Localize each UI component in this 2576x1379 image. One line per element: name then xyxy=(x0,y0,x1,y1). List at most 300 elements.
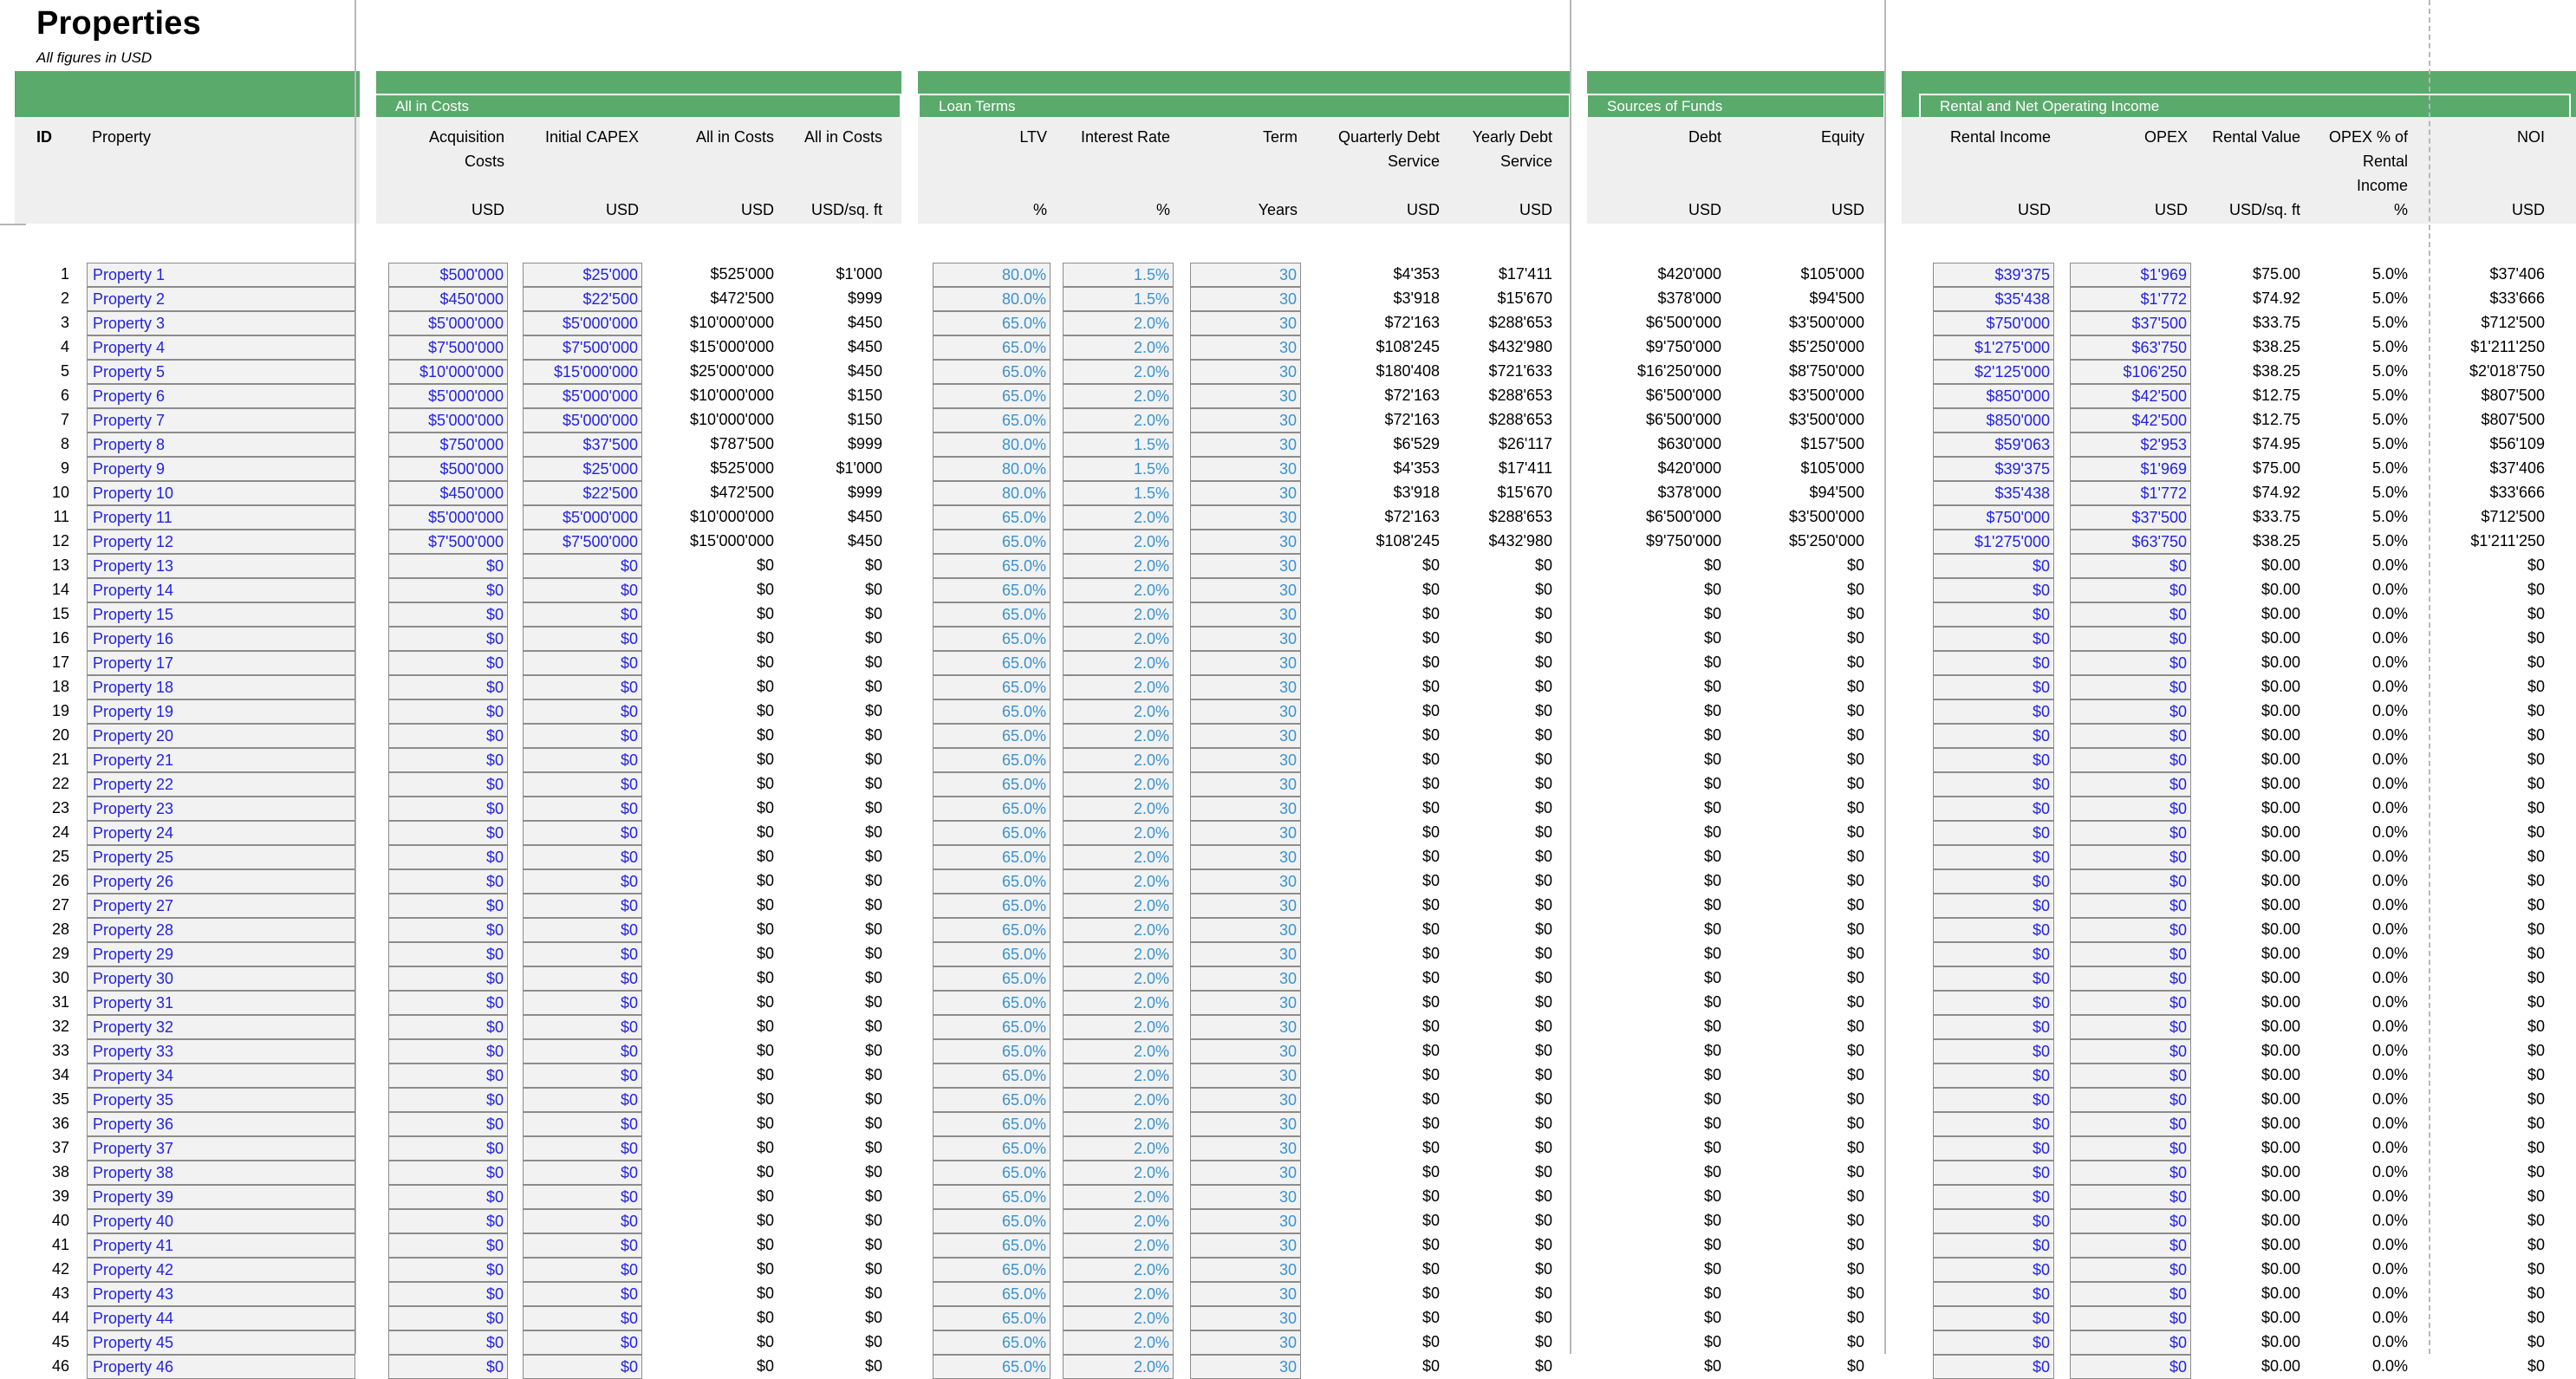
cell-term[interactable]: 30 xyxy=(1190,821,1301,845)
cell-rent[interactable]: $0 xyxy=(1933,699,2054,724)
cell-rent[interactable]: $0 xyxy=(1933,1064,2054,1088)
cell-ltv[interactable]: 80.0% xyxy=(933,263,1051,287)
cell-term[interactable]: 30 xyxy=(1190,311,1301,335)
cell-term[interactable]: 30 xyxy=(1190,797,1301,821)
cell-property[interactable]: Property 11 xyxy=(87,505,355,530)
cell-term[interactable]: 30 xyxy=(1190,748,1301,772)
cell-acq[interactable]: $0 xyxy=(388,1306,508,1330)
cell-rent[interactable]: $850'000 xyxy=(1933,408,2054,433)
cell-acq[interactable]: $0 xyxy=(388,1233,508,1258)
cell-ltv[interactable]: 65.0% xyxy=(933,627,1051,651)
cell-acq[interactable]: $7'500'000 xyxy=(388,530,508,554)
cell-capex[interactable]: $0 xyxy=(523,1088,642,1112)
cell-rent[interactable]: $0 xyxy=(1933,602,2054,627)
cell-ltv[interactable]: 65.0% xyxy=(933,1330,1051,1355)
cell-rent[interactable]: $0 xyxy=(1933,675,2054,699)
cell-acq[interactable]: $0 xyxy=(388,1136,508,1161)
cell-rate[interactable]: 2.0% xyxy=(1063,1064,1174,1088)
cell-rent[interactable]: $39'375 xyxy=(1933,263,2054,287)
cell-opex[interactable]: $0 xyxy=(2070,602,2191,627)
cell-acq[interactable]: $450'000 xyxy=(388,287,508,311)
cell-opex[interactable]: $63'750 xyxy=(2070,335,2191,360)
cell-capex[interactable]: $0 xyxy=(523,1209,642,1233)
cell-acq[interactable]: $0 xyxy=(388,942,508,966)
cell-rent[interactable]: $0 xyxy=(1933,918,2054,942)
cell-opex[interactable]: $0 xyxy=(2070,724,2191,748)
cell-ltv[interactable]: 65.0% xyxy=(933,1015,1051,1039)
cell-ltv[interactable]: 65.0% xyxy=(933,602,1051,627)
cell-capex[interactable]: $0 xyxy=(523,724,642,748)
cell-acq[interactable]: $0 xyxy=(388,1355,508,1379)
cell-rent[interactable]: $0 xyxy=(1933,1185,2054,1209)
cell-capex[interactable]: $5'000'000 xyxy=(523,505,642,530)
cell-acq[interactable]: $0 xyxy=(388,699,508,724)
cell-capex[interactable]: $0 xyxy=(523,554,642,578)
cell-property[interactable]: Property 18 xyxy=(87,675,355,699)
cell-opex[interactable]: $37'500 xyxy=(2070,505,2191,530)
cell-acq[interactable]: $0 xyxy=(388,894,508,918)
cell-capex[interactable]: $0 xyxy=(523,651,642,675)
cell-rate[interactable]: 2.0% xyxy=(1063,942,1174,966)
cell-term[interactable]: 30 xyxy=(1190,942,1301,966)
cell-property[interactable]: Property 15 xyxy=(87,602,355,627)
cell-capex[interactable]: $0 xyxy=(523,1064,642,1088)
cell-property[interactable]: Property 17 xyxy=(87,651,355,675)
cell-ltv[interactable]: 65.0% xyxy=(933,651,1051,675)
cell-acq[interactable]: $0 xyxy=(388,797,508,821)
cell-acq[interactable]: $0 xyxy=(388,869,508,894)
cell-rate[interactable]: 2.0% xyxy=(1063,869,1174,894)
cell-rate[interactable]: 2.0% xyxy=(1063,384,1174,408)
cell-capex[interactable]: $0 xyxy=(523,578,642,602)
cell-capex[interactable]: $0 xyxy=(523,1282,642,1306)
cell-term[interactable]: 30 xyxy=(1190,1039,1301,1064)
cell-property[interactable]: Property 9 xyxy=(87,457,355,481)
cell-property[interactable]: Property 4 xyxy=(87,335,355,360)
cell-rent[interactable]: $39'375 xyxy=(1933,457,2054,481)
cell-term[interactable]: 30 xyxy=(1190,263,1301,287)
cell-term[interactable]: 30 xyxy=(1190,505,1301,530)
cell-rate[interactable]: 2.0% xyxy=(1063,578,1174,602)
cell-acq[interactable]: $450'000 xyxy=(388,481,508,505)
cell-term[interactable]: 30 xyxy=(1190,675,1301,699)
cell-rent[interactable]: $0 xyxy=(1933,1330,2054,1355)
cell-rate[interactable]: 2.0% xyxy=(1063,797,1174,821)
cell-capex[interactable]: $37'500 xyxy=(523,433,642,457)
cell-capex[interactable]: $0 xyxy=(523,1258,642,1282)
cell-ltv[interactable]: 65.0% xyxy=(933,408,1051,433)
cell-rate[interactable]: 2.0% xyxy=(1063,1112,1174,1136)
cell-rent[interactable]: $0 xyxy=(1933,1355,2054,1379)
cell-capex[interactable]: $0 xyxy=(523,675,642,699)
cell-property[interactable]: Property 24 xyxy=(87,821,355,845)
cell-acq[interactable]: $750'000 xyxy=(388,433,508,457)
cell-rent[interactable]: $59'063 xyxy=(1933,433,2054,457)
cell-rate[interactable]: 2.0% xyxy=(1063,1161,1174,1185)
cell-opex[interactable]: $0 xyxy=(2070,1136,2191,1161)
cell-property[interactable]: Property 28 xyxy=(87,918,355,942)
cell-rate[interactable]: 2.0% xyxy=(1063,748,1174,772)
cell-ltv[interactable]: 65.0% xyxy=(933,845,1051,869)
cell-acq[interactable]: $0 xyxy=(388,1330,508,1355)
cell-acq[interactable]: $0 xyxy=(388,1064,508,1088)
cell-property[interactable]: Property 7 xyxy=(87,408,355,433)
cell-capex[interactable]: $0 xyxy=(523,991,642,1015)
cell-rent[interactable]: $0 xyxy=(1933,1209,2054,1233)
cell-property[interactable]: Property 45 xyxy=(87,1330,355,1355)
cell-rent[interactable]: $0 xyxy=(1933,942,2054,966)
cell-capex[interactable]: $0 xyxy=(523,869,642,894)
cell-capex[interactable]: $0 xyxy=(523,797,642,821)
cell-opex[interactable]: $0 xyxy=(2070,1185,2191,1209)
cell-term[interactable]: 30 xyxy=(1190,578,1301,602)
cell-acq[interactable]: $0 xyxy=(388,651,508,675)
cell-rate[interactable]: 2.0% xyxy=(1063,966,1174,991)
cell-rate[interactable]: 2.0% xyxy=(1063,675,1174,699)
cell-term[interactable]: 30 xyxy=(1190,1355,1301,1379)
cell-capex[interactable]: $0 xyxy=(523,699,642,724)
cell-rate[interactable]: 2.0% xyxy=(1063,360,1174,384)
cell-rent[interactable]: $0 xyxy=(1933,894,2054,918)
cell-property[interactable]: Property 20 xyxy=(87,724,355,748)
cell-rent[interactable]: $0 xyxy=(1933,821,2054,845)
cell-opex[interactable]: $0 xyxy=(2070,869,2191,894)
cell-capex[interactable]: $0 xyxy=(523,1039,642,1064)
cell-opex[interactable]: $0 xyxy=(2070,1330,2191,1355)
cell-opex[interactable]: $37'500 xyxy=(2070,311,2191,335)
cell-term[interactable]: 30 xyxy=(1190,1306,1301,1330)
cell-rent[interactable]: $850'000 xyxy=(1933,384,2054,408)
cell-rate[interactable]: 2.0% xyxy=(1063,505,1174,530)
cell-capex[interactable]: $0 xyxy=(523,1136,642,1161)
cell-rent[interactable]: $0 xyxy=(1933,1112,2054,1136)
cell-acq[interactable]: $0 xyxy=(388,1161,508,1185)
cell-rate[interactable]: 2.0% xyxy=(1063,554,1174,578)
cell-rent[interactable]: $0 xyxy=(1933,772,2054,797)
cell-opex[interactable]: $0 xyxy=(2070,675,2191,699)
cell-rate[interactable]: 1.5% xyxy=(1063,481,1174,505)
cell-rent[interactable]: $0 xyxy=(1933,797,2054,821)
cell-property[interactable]: Property 1 xyxy=(87,263,355,287)
cell-property[interactable]: Property 3 xyxy=(87,311,355,335)
cell-opex[interactable]: $0 xyxy=(2070,699,2191,724)
cell-capex[interactable]: $0 xyxy=(523,845,642,869)
cell-term[interactable]: 30 xyxy=(1190,724,1301,748)
cell-acq[interactable]: $5'000'000 xyxy=(388,408,508,433)
cell-acq[interactable]: $0 xyxy=(388,602,508,627)
cell-capex[interactable]: $0 xyxy=(523,1306,642,1330)
cell-property[interactable]: Property 25 xyxy=(87,845,355,869)
cell-rate[interactable]: 2.0% xyxy=(1063,1088,1174,1112)
cell-property[interactable]: Property 14 xyxy=(87,578,355,602)
cell-capex[interactable]: $7'500'000 xyxy=(523,335,642,360)
cell-ltv[interactable]: 65.0% xyxy=(933,1282,1051,1306)
cell-property[interactable]: Property 34 xyxy=(87,1064,355,1088)
cell-rate[interactable]: 2.0% xyxy=(1063,699,1174,724)
cell-opex[interactable]: $0 xyxy=(2070,578,2191,602)
cell-acq[interactable]: $0 xyxy=(388,1258,508,1282)
cell-term[interactable]: 30 xyxy=(1190,1088,1301,1112)
cell-ltv[interactable]: 65.0% xyxy=(933,991,1051,1015)
cell-capex[interactable]: $5'000'000 xyxy=(523,408,642,433)
cell-term[interactable]: 30 xyxy=(1190,1282,1301,1306)
cell-property[interactable]: Property 41 xyxy=(87,1233,355,1258)
cell-term[interactable]: 30 xyxy=(1190,384,1301,408)
cell-rate[interactable]: 2.0% xyxy=(1063,1330,1174,1355)
cell-property[interactable]: Property 40 xyxy=(87,1209,355,1233)
cell-term[interactable]: 30 xyxy=(1190,360,1301,384)
cell-opex[interactable]: $0 xyxy=(2070,1088,2191,1112)
cell-acq[interactable]: $0 xyxy=(388,918,508,942)
cell-opex[interactable]: $0 xyxy=(2070,1064,2191,1088)
cell-capex[interactable]: $0 xyxy=(523,1161,642,1185)
cell-property[interactable]: Property 46 xyxy=(87,1355,355,1379)
cell-opex[interactable]: $1'772 xyxy=(2070,287,2191,311)
cell-opex[interactable]: $2'953 xyxy=(2070,433,2191,457)
cell-term[interactable]: 30 xyxy=(1190,966,1301,991)
cell-ltv[interactable]: 80.0% xyxy=(933,287,1051,311)
cell-ltv[interactable]: 65.0% xyxy=(933,1161,1051,1185)
cell-rent[interactable]: $1'275'000 xyxy=(1933,530,2054,554)
cell-rent[interactable]: $0 xyxy=(1933,1282,2054,1306)
cell-opex[interactable]: $106'250 xyxy=(2070,360,2191,384)
cell-acq[interactable]: $7'500'000 xyxy=(388,335,508,360)
cell-term[interactable]: 30 xyxy=(1190,335,1301,360)
cell-ltv[interactable]: 65.0% xyxy=(933,1088,1051,1112)
cell-property[interactable]: Property 36 xyxy=(87,1112,355,1136)
cell-term[interactable]: 30 xyxy=(1190,457,1301,481)
cell-opex[interactable]: $0 xyxy=(2070,942,2191,966)
cell-opex[interactable]: $0 xyxy=(2070,772,2191,797)
cell-opex[interactable]: $0 xyxy=(2070,1209,2191,1233)
cell-rate[interactable]: 2.0% xyxy=(1063,845,1174,869)
cell-property[interactable]: Property 29 xyxy=(87,942,355,966)
cell-ltv[interactable]: 65.0% xyxy=(933,1039,1051,1064)
cell-capex[interactable]: $0 xyxy=(523,1112,642,1136)
cell-capex[interactable]: $5'000'000 xyxy=(523,311,642,335)
cell-term[interactable]: 30 xyxy=(1190,554,1301,578)
cell-rent[interactable]: $750'000 xyxy=(1933,311,2054,335)
cell-ltv[interactable]: 65.0% xyxy=(933,748,1051,772)
cell-term[interactable]: 30 xyxy=(1190,1209,1301,1233)
cell-acq[interactable]: $0 xyxy=(388,1112,508,1136)
cell-term[interactable]: 30 xyxy=(1190,894,1301,918)
cell-acq[interactable]: $0 xyxy=(388,1088,508,1112)
cell-opex[interactable]: $0 xyxy=(2070,821,2191,845)
cell-term[interactable]: 30 xyxy=(1190,433,1301,457)
cell-property[interactable]: Property 27 xyxy=(87,894,355,918)
cell-rate[interactable]: 1.5% xyxy=(1063,457,1174,481)
cell-opex[interactable]: $0 xyxy=(2070,554,2191,578)
cell-ltv[interactable]: 65.0% xyxy=(933,360,1051,384)
cell-term[interactable]: 30 xyxy=(1190,530,1301,554)
cell-opex[interactable]: $0 xyxy=(2070,627,2191,651)
cell-property[interactable]: Property 39 xyxy=(87,1185,355,1209)
cell-capex[interactable]: $22'500 xyxy=(523,481,642,505)
cell-rent[interactable]: $0 xyxy=(1933,1136,2054,1161)
cell-ltv[interactable]: 65.0% xyxy=(933,869,1051,894)
cell-property[interactable]: Property 32 xyxy=(87,1015,355,1039)
cell-rate[interactable]: 2.0% xyxy=(1063,1282,1174,1306)
cell-capex[interactable]: $22'500 xyxy=(523,287,642,311)
cell-opex[interactable]: $63'750 xyxy=(2070,530,2191,554)
cell-capex[interactable]: $0 xyxy=(523,772,642,797)
cell-ltv[interactable]: 65.0% xyxy=(933,554,1051,578)
cell-term[interactable]: 30 xyxy=(1190,408,1301,433)
cell-term[interactable]: 30 xyxy=(1190,918,1301,942)
cell-property[interactable]: Property 2 xyxy=(87,287,355,311)
cell-rate[interactable]: 1.5% xyxy=(1063,433,1174,457)
cell-term[interactable]: 30 xyxy=(1190,627,1301,651)
cell-rent[interactable]: $2'125'000 xyxy=(1933,360,2054,384)
cell-term[interactable]: 30 xyxy=(1190,602,1301,627)
cell-rate[interactable]: 2.0% xyxy=(1063,1355,1174,1379)
cell-term[interactable]: 30 xyxy=(1190,287,1301,311)
cell-rate[interactable]: 2.0% xyxy=(1063,602,1174,627)
cell-ltv[interactable]: 65.0% xyxy=(933,724,1051,748)
cell-property[interactable]: Property 13 xyxy=(87,554,355,578)
cell-capex[interactable]: $0 xyxy=(523,942,642,966)
cell-acq[interactable]: $0 xyxy=(388,748,508,772)
cell-opex[interactable]: $0 xyxy=(2070,1233,2191,1258)
cell-opex[interactable]: $0 xyxy=(2070,966,2191,991)
cell-capex[interactable]: $0 xyxy=(523,1185,642,1209)
cell-capex[interactable]: $0 xyxy=(523,748,642,772)
cell-rent[interactable]: $0 xyxy=(1933,1015,2054,1039)
cell-acq[interactable]: $5'000'000 xyxy=(388,311,508,335)
cell-opex[interactable]: $0 xyxy=(2070,1112,2191,1136)
cell-ltv[interactable]: 65.0% xyxy=(933,1258,1051,1282)
cell-property[interactable]: Property 30 xyxy=(87,966,355,991)
cell-property[interactable]: Property 16 xyxy=(87,627,355,651)
cell-ltv[interactable]: 65.0% xyxy=(933,942,1051,966)
cell-rate[interactable]: 2.0% xyxy=(1063,991,1174,1015)
cell-rent[interactable]: $35'438 xyxy=(1933,287,2054,311)
cell-term[interactable]: 30 xyxy=(1190,1112,1301,1136)
cell-ltv[interactable]: 65.0% xyxy=(933,821,1051,845)
cell-capex[interactable]: $0 xyxy=(523,602,642,627)
cell-ltv[interactable]: 65.0% xyxy=(933,1136,1051,1161)
cell-property[interactable]: Property 12 xyxy=(87,530,355,554)
cell-acq[interactable]: $5'000'000 xyxy=(388,384,508,408)
cell-property[interactable]: Property 5 xyxy=(87,360,355,384)
cell-term[interactable]: 30 xyxy=(1190,991,1301,1015)
cell-opex[interactable]: $0 xyxy=(2070,1258,2191,1282)
cell-ltv[interactable]: 65.0% xyxy=(933,578,1051,602)
cell-opex[interactable]: $42'500 xyxy=(2070,408,2191,433)
cell-capex[interactable]: $0 xyxy=(523,918,642,942)
cell-rate[interactable]: 2.0% xyxy=(1063,1306,1174,1330)
cell-rent[interactable]: $0 xyxy=(1933,651,2054,675)
cell-ltv[interactable]: 65.0% xyxy=(933,1355,1051,1379)
cell-rent[interactable]: $0 xyxy=(1933,1161,2054,1185)
cell-term[interactable]: 30 xyxy=(1190,651,1301,675)
cell-property[interactable]: Property 6 xyxy=(87,384,355,408)
cell-rent[interactable]: $1'275'000 xyxy=(1933,335,2054,360)
cell-ltv[interactable]: 65.0% xyxy=(933,335,1051,360)
cell-rate[interactable]: 2.0% xyxy=(1063,1209,1174,1233)
cell-term[interactable]: 30 xyxy=(1190,699,1301,724)
cell-acq[interactable]: $5'000'000 xyxy=(388,505,508,530)
cell-ltv[interactable]: 65.0% xyxy=(933,1209,1051,1233)
cell-rent[interactable]: $0 xyxy=(1933,1088,2054,1112)
cell-acq[interactable]: $0 xyxy=(388,675,508,699)
cell-term[interactable]: 30 xyxy=(1190,1185,1301,1209)
cell-rent[interactable]: $0 xyxy=(1933,724,2054,748)
cell-rent[interactable]: $0 xyxy=(1933,627,2054,651)
cell-ltv[interactable]: 65.0% xyxy=(933,772,1051,797)
cell-ltv[interactable]: 65.0% xyxy=(933,797,1051,821)
cell-acq[interactable]: $500'000 xyxy=(388,457,508,481)
cell-opex[interactable]: $1'969 xyxy=(2070,457,2191,481)
cell-ltv[interactable]: 80.0% xyxy=(933,481,1051,505)
cell-opex[interactable]: $1'772 xyxy=(2070,481,2191,505)
cell-rate[interactable]: 2.0% xyxy=(1063,1185,1174,1209)
cell-property[interactable]: Property 8 xyxy=(87,433,355,457)
cell-opex[interactable]: $0 xyxy=(2070,1015,2191,1039)
cell-capex[interactable]: $7'500'000 xyxy=(523,530,642,554)
cell-acq[interactable]: $0 xyxy=(388,966,508,991)
cell-rent[interactable]: $0 xyxy=(1933,1306,2054,1330)
cell-property[interactable]: Property 21 xyxy=(87,748,355,772)
cell-rent[interactable]: $0 xyxy=(1933,966,2054,991)
cell-ltv[interactable]: 65.0% xyxy=(933,1185,1051,1209)
cell-rate[interactable]: 2.0% xyxy=(1063,724,1174,748)
cell-property[interactable]: Property 23 xyxy=(87,797,355,821)
cell-capex[interactable]: $15'000'000 xyxy=(523,360,642,384)
cell-rate[interactable]: 2.0% xyxy=(1063,772,1174,797)
cell-rent[interactable]: $0 xyxy=(1933,1258,2054,1282)
cell-term[interactable]: 30 xyxy=(1190,1161,1301,1185)
cell-opex[interactable]: $0 xyxy=(2070,1355,2191,1379)
cell-term[interactable]: 30 xyxy=(1190,1330,1301,1355)
cell-capex[interactable]: $0 xyxy=(523,894,642,918)
cell-property[interactable]: Property 35 xyxy=(87,1088,355,1112)
cell-capex[interactable]: $25'000 xyxy=(523,263,642,287)
cell-term[interactable]: 30 xyxy=(1190,1258,1301,1282)
cell-property[interactable]: Property 37 xyxy=(87,1136,355,1161)
cell-ltv[interactable]: 65.0% xyxy=(933,384,1051,408)
cell-opex[interactable]: $0 xyxy=(2070,651,2191,675)
cell-opex[interactable]: $0 xyxy=(2070,1282,2191,1306)
cell-capex[interactable]: $0 xyxy=(523,821,642,845)
cell-rate[interactable]: 1.5% xyxy=(1063,287,1174,311)
cell-ltv[interactable]: 65.0% xyxy=(933,699,1051,724)
cell-acq[interactable]: $0 xyxy=(388,578,508,602)
cell-acq[interactable]: $10'000'000 xyxy=(388,360,508,384)
cell-capex[interactable]: $25'000 xyxy=(523,457,642,481)
cell-ltv[interactable]: 65.0% xyxy=(933,311,1051,335)
cell-property[interactable]: Property 42 xyxy=(87,1258,355,1282)
cell-property[interactable]: Property 31 xyxy=(87,991,355,1015)
cell-rate[interactable]: 2.0% xyxy=(1063,894,1174,918)
cell-acq[interactable]: $0 xyxy=(388,1282,508,1306)
cell-ltv[interactable]: 65.0% xyxy=(933,530,1051,554)
cell-rate[interactable]: 1.5% xyxy=(1063,263,1174,287)
cell-rate[interactable]: 2.0% xyxy=(1063,821,1174,845)
cell-rent[interactable]: $35'438 xyxy=(1933,481,2054,505)
cell-opex[interactable]: $0 xyxy=(2070,1039,2191,1064)
cell-property[interactable]: Property 44 xyxy=(87,1306,355,1330)
cell-opex[interactable]: $1'969 xyxy=(2070,263,2191,287)
cell-ltv[interactable]: 65.0% xyxy=(933,1306,1051,1330)
cell-ltv[interactable]: 65.0% xyxy=(933,505,1051,530)
cell-property[interactable]: Property 26 xyxy=(87,869,355,894)
cell-opex[interactable]: $42'500 xyxy=(2070,384,2191,408)
cell-rent[interactable]: $0 xyxy=(1933,869,2054,894)
cell-acq[interactable]: $0 xyxy=(388,1185,508,1209)
cell-acq[interactable]: $0 xyxy=(388,724,508,748)
